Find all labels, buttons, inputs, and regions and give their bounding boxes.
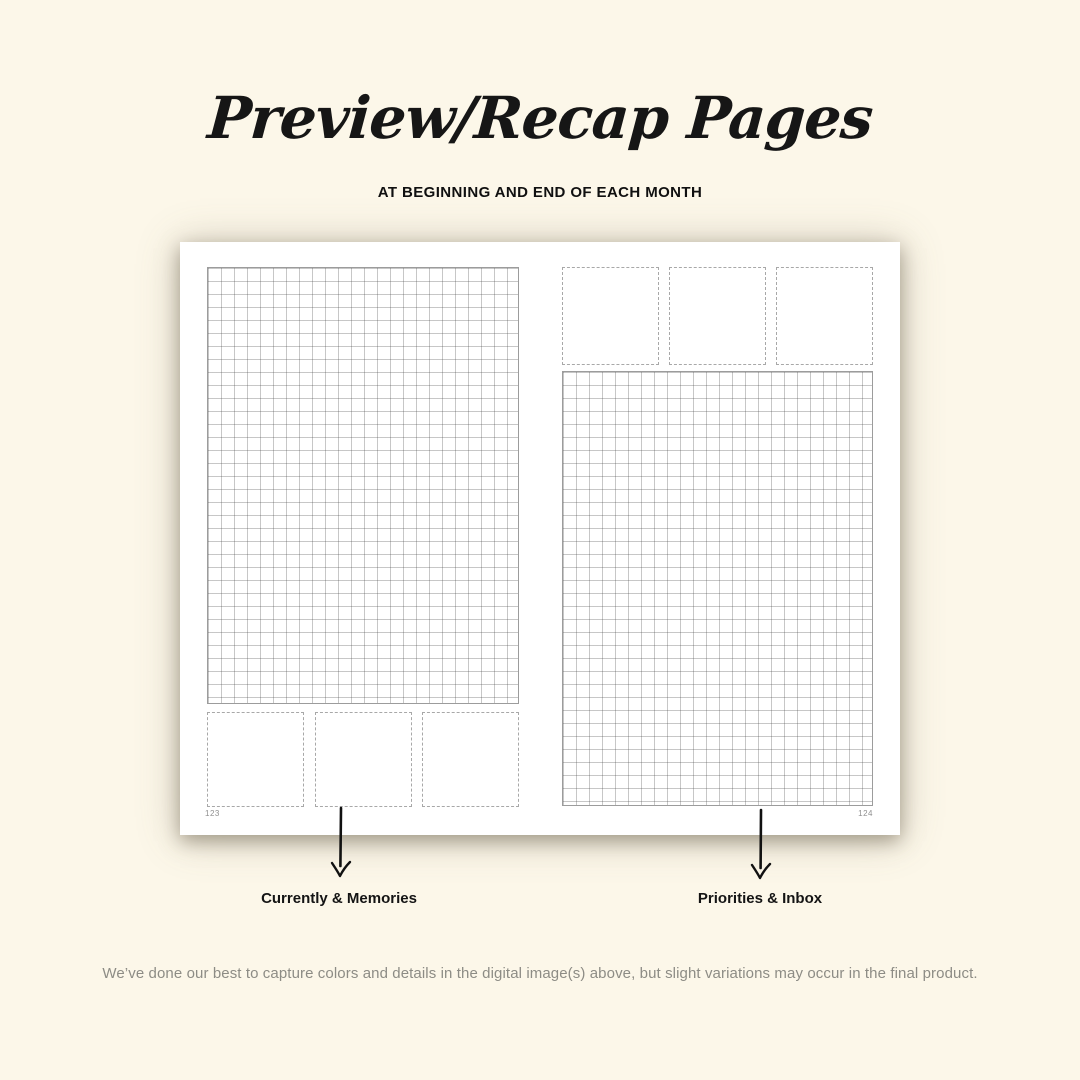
annotation-label-priorities-inbox: Priorities & Inbox bbox=[697, 890, 823, 907]
disclaimer-text: We’ve done our best to capture colors and details in the digital image(s) above, but slight variations may occur in the final product. bbox=[102, 965, 978, 982]
planner-spread bbox=[180, 242, 900, 835]
right-page-grid bbox=[562, 371, 873, 806]
left-page bbox=[180, 242, 540, 835]
dashed-box bbox=[562, 267, 659, 365]
page-subtitle: AT BEGINNING AND END OF EACH MONTH bbox=[377, 184, 703, 201]
dashed-box bbox=[776, 267, 873, 365]
left-page-grid bbox=[207, 267, 519, 704]
dashed-box bbox=[669, 267, 766, 365]
annotation-label-currently-memories: Currently & Memories bbox=[261, 890, 417, 907]
page-title: Preview/Recap Pages bbox=[205, 84, 875, 152]
down-arrow-icon bbox=[328, 806, 354, 882]
right-page-boxes-row bbox=[562, 267, 873, 365]
dashed-box bbox=[422, 712, 519, 807]
dashed-box bbox=[207, 712, 304, 807]
right-page-number: 124 bbox=[858, 809, 873, 818]
dashed-box bbox=[315, 712, 412, 807]
left-page-number: 123 bbox=[205, 809, 220, 818]
left-page-boxes-row bbox=[207, 712, 519, 807]
down-arrow-icon bbox=[748, 808, 774, 884]
right-page bbox=[540, 242, 900, 835]
